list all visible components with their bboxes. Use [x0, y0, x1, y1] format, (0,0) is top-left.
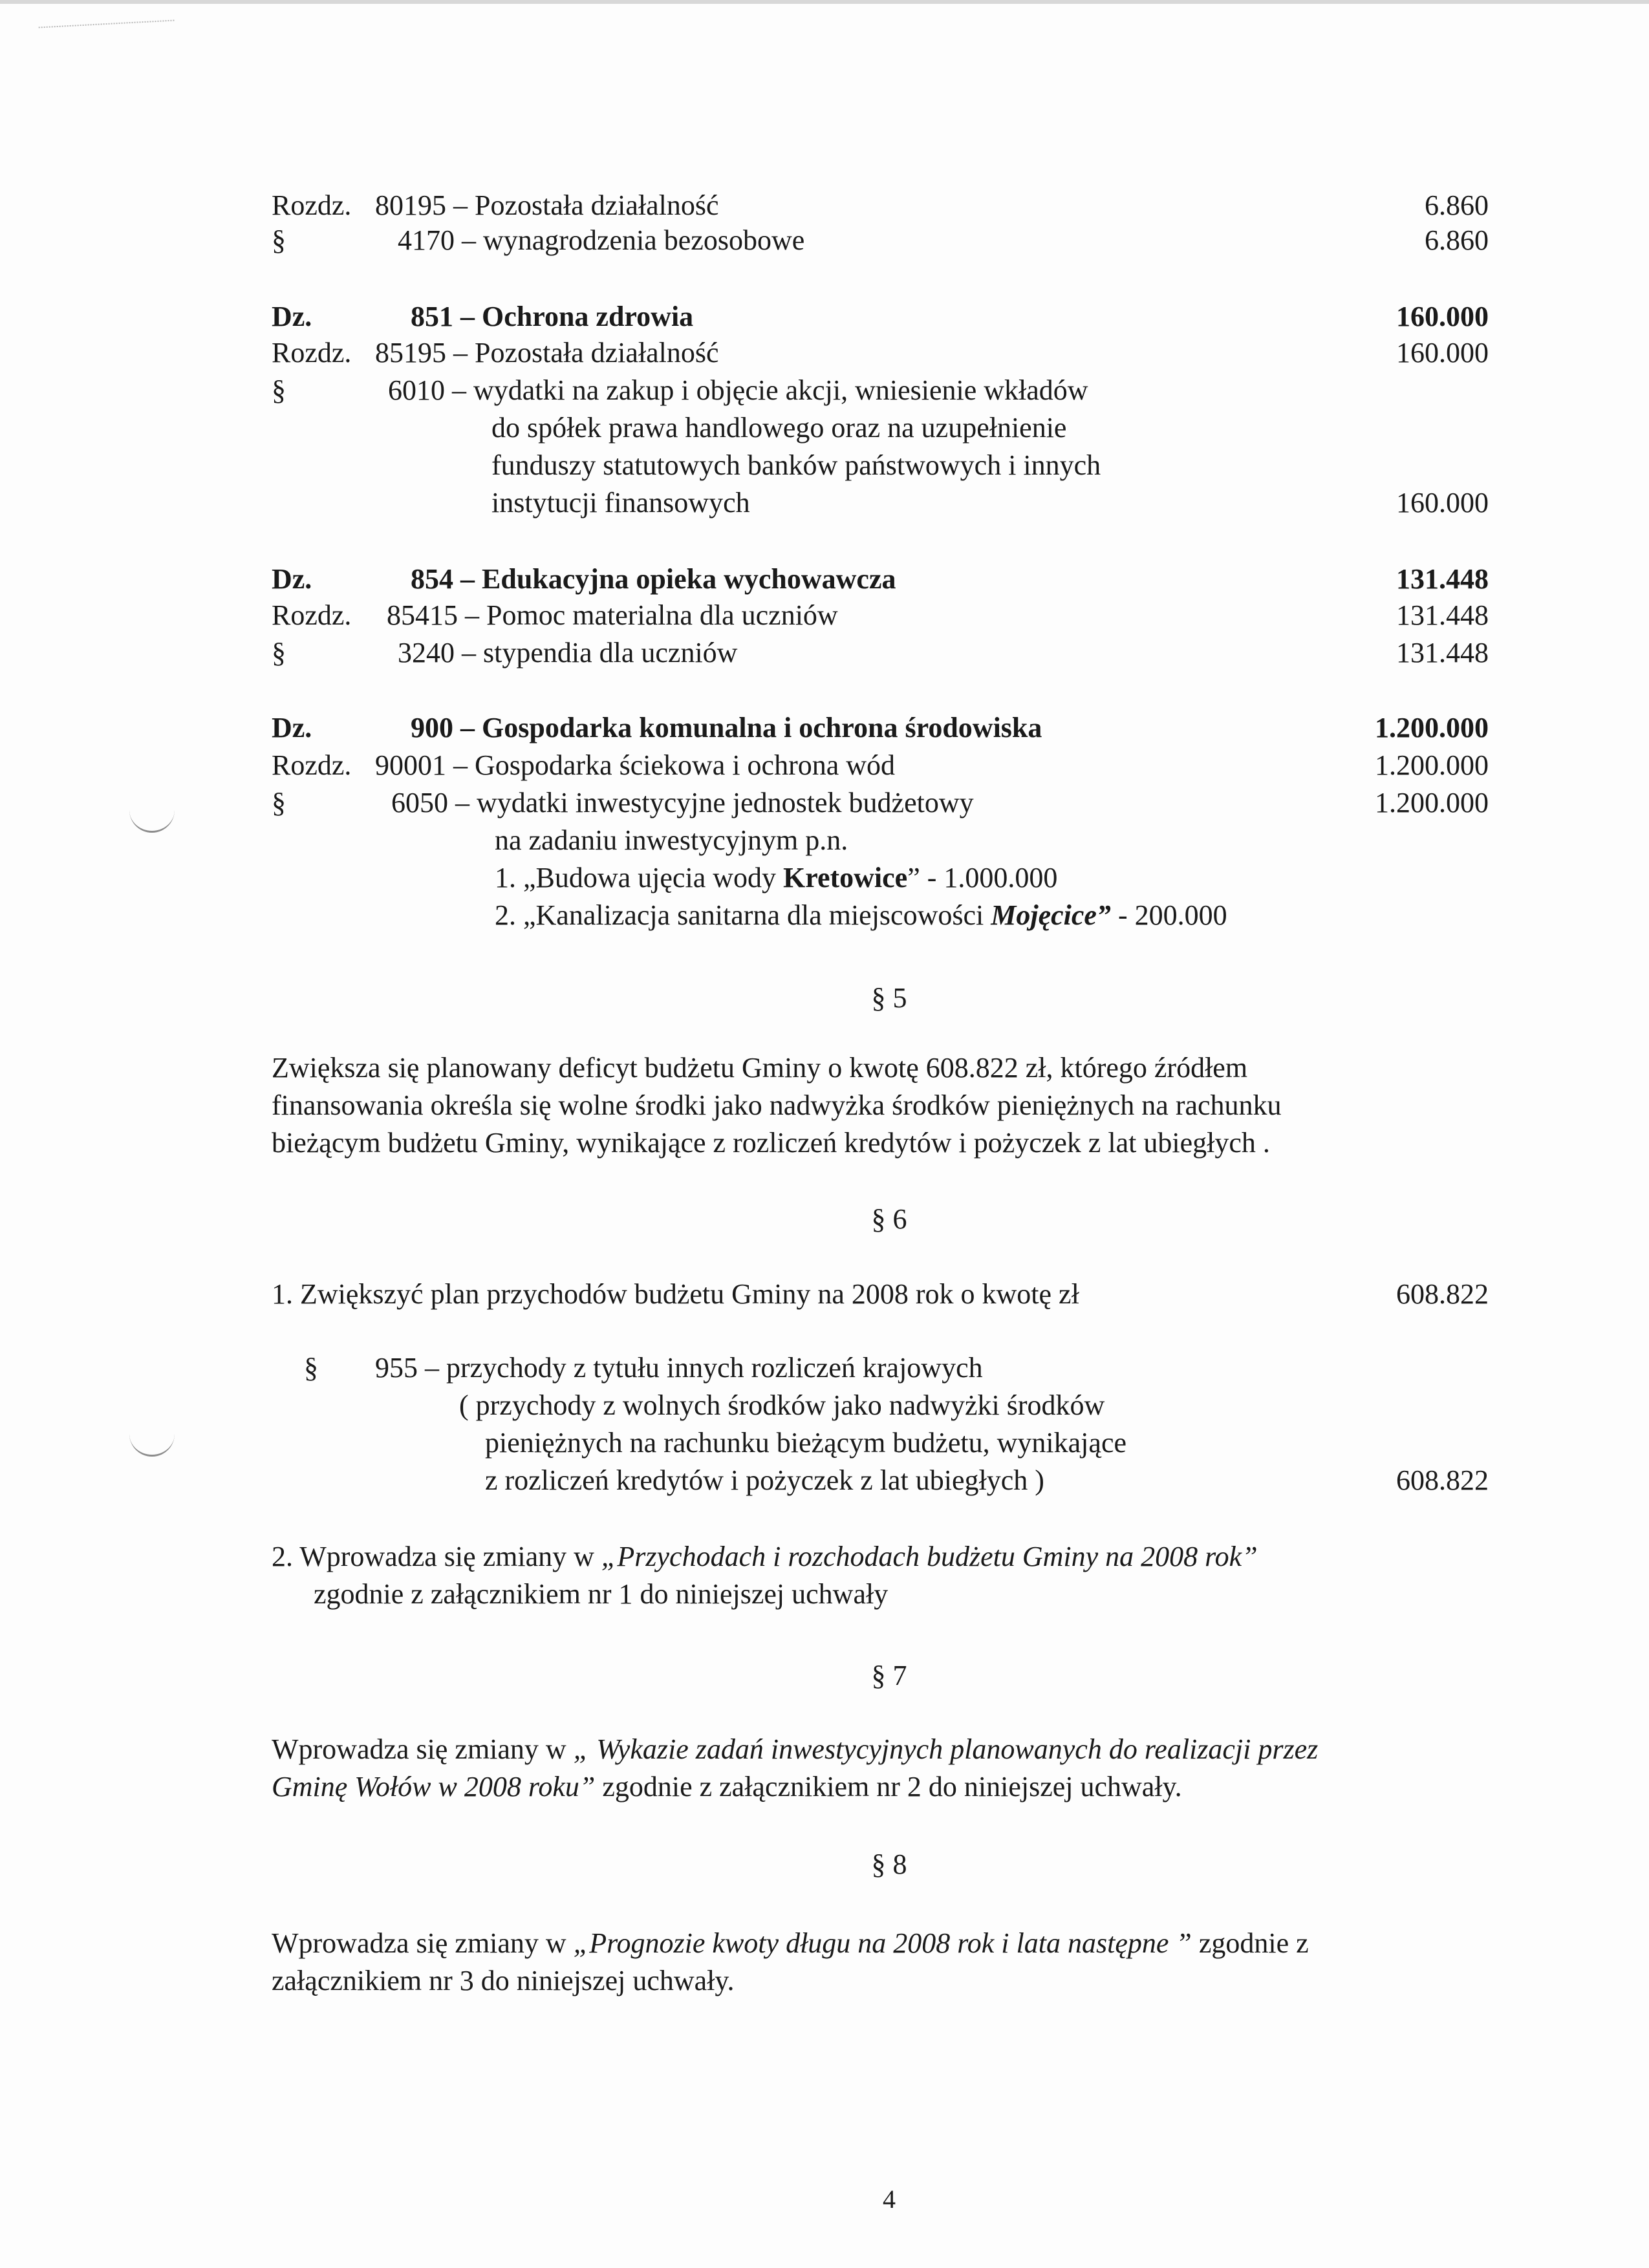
section-7-line1-title: „ Wykazie zadań inwestycyjnych planowanych do realizacji przez: [573, 1733, 1319, 1765]
investment-task-1-amount: ” - 1.000.000: [907, 862, 1058, 893]
paragraph-sign: §: [272, 374, 286, 406]
item-6050-amount: 1.200.000: [1375, 787, 1489, 818]
item-6010-amount: 160.000: [1396, 487, 1489, 519]
section-5-line3: bieżącym budżetu Gminy, wynikające z rozliczeń kredytów i pożyczek z lat ubiegłych .: [272, 1127, 1270, 1159]
punch-hole-mark: [129, 1429, 175, 1457]
section-8-line1-tail: zgodnie z: [1191, 1927, 1309, 1959]
section-6-item2-text: 2. Wprowadza się zmiany w: [272, 1541, 601, 1572]
section-5-heading: § 5: [871, 982, 907, 1014]
division-label: Dz.: [272, 563, 312, 595]
item-6010-line2: do spółek prawa handlowego oraz na uzupełnienie: [491, 412, 1067, 444]
chapter-80195-title: 80195 – Pozostała działalność: [375, 189, 719, 221]
page-number: 4: [883, 2185, 896, 2214]
chapter-85195-amount: 160.000: [1396, 337, 1489, 369]
section-6-item2: [272, 1540, 1258, 1574]
section-8-line2: załącznikiem nr 3 do niniejszej uchwały.: [272, 1965, 735, 1996]
division-900-amount: 1.200.000: [1375, 712, 1489, 744]
scan-top-edge: [0, 0, 1649, 4]
section-6-item2-title: „Przychodach i rozchodach budżetu Gminy na 2008 rok”: [601, 1541, 1258, 1572]
chapter-90001-amount: 1.200.000: [1375, 749, 1489, 781]
item-955-line1: 955 – przychody z tytułu innych rozliczeń krajowych: [375, 1352, 983, 1384]
scan-mark: [39, 20, 175, 39]
chapter-label: Rozdz.: [272, 337, 352, 369]
section-6-heading: § 6: [871, 1203, 907, 1235]
chapter-80195-amount: 6.860: [1425, 189, 1489, 221]
investment-task-2: [495, 899, 1227, 932]
section-8-line1-text: Wprowadza się zmiany w: [272, 1927, 574, 1959]
item-6050-line1: 6050 – wydatki inwestycyjne jednostek budżetowy: [391, 787, 974, 818]
item-3240-amount: 131.448: [1396, 637, 1489, 669]
investment-task-2-amount: - 200.000: [1110, 899, 1227, 931]
section-6-item2-line2: zgodnie z załącznikiem nr 1 do niniejszej uchwały: [314, 1578, 889, 1610]
paragraph-sign: §: [304, 1352, 318, 1384]
division-854-amount: 131.448: [1396, 563, 1489, 595]
item-6050-line2: na zadaniu inwestycyjnym p.n.: [495, 824, 848, 856]
item-955-line3: pieniężnych na rachunku bieżącym budżetu, wynikające: [485, 1427, 1126, 1459]
investment-task-1-place: Kretowice: [783, 862, 908, 893]
investment-task-1-text: 1. „Budowa ujęcia wody: [495, 862, 783, 893]
section-8-heading: § 8: [871, 1848, 907, 1880]
section-7-line1: [272, 1733, 1318, 1766]
division-900-title: 900 – Gospodarka komunalna i ochrona środowiska: [411, 712, 1042, 744]
item-4170-amount: 6.860: [1425, 224, 1489, 256]
division-851-amount: 160.000: [1396, 301, 1489, 332]
paragraph-sign: §: [272, 637, 286, 669]
paragraph-sign: §: [272, 224, 286, 256]
item-6010-line4: instytucji finansowych: [491, 487, 750, 519]
section-6-item1-amount: 608.822: [1396, 1278, 1489, 1310]
paragraph-sign: §: [272, 787, 286, 818]
item-955-amount: 608.822: [1396, 1464, 1489, 1496]
section-8-line1: [272, 1927, 1309, 1960]
investment-task-1: [495, 861, 1057, 895]
section-7-line2-text: zgodnie z załącznikiem nr 2 do niniejszej uchwały.: [595, 1771, 1182, 1803]
item-6010-line3: funduszy statutowych banków państwowych i innych: [491, 449, 1101, 481]
chapter-label: Rozdz.: [272, 189, 352, 221]
investment-task-2-text: 2. „Kanalizacja sanitarna dla miejscowości: [495, 899, 991, 931]
division-label: Dz.: [272, 712, 312, 744]
section-7-heading: § 7: [871, 1660, 907, 1691]
division-851-title: 851 – Ochrona zdrowia: [411, 301, 694, 332]
division-label: Dz.: [272, 301, 312, 332]
chapter-85415-title: 85415 – Pomoc materialna dla uczniów: [387, 599, 838, 631]
chapter-90001-title: 90001 – Gospodarka ściekowa i ochrona wód: [375, 749, 896, 781]
item-4170-title: 4170 – wynagrodzenia bezosobowe: [398, 224, 805, 256]
division-854-title: 854 – Edukacyjna opieka wychowawcza: [411, 563, 896, 595]
punch-hole-mark: [129, 805, 175, 833]
item-955-line2: ( przychody z wolnych środków jako nadwyżki środków: [459, 1389, 1105, 1421]
item-6010-line1: 6010 – wydatki na zakup i objęcie akcji, wniesienie wkładów: [388, 374, 1088, 406]
section-7-line2-title: Gminę Wołów w 2008 roku”: [272, 1771, 596, 1803]
section-5-line1: Zwiększa się planowany deficyt budżetu Gminy o kwotę 608.822 zł, którego źródłem: [272, 1052, 1248, 1084]
investment-task-2-place: Mojęcice”: [991, 899, 1111, 931]
chapter-label: Rozdz.: [272, 749, 352, 781]
section-7-line2: [272, 1770, 1182, 1804]
item-3240-title: 3240 – stypendia dla uczniów: [398, 637, 738, 669]
item-955-line4: z rozliczeń kredytów i pożyczek z lat ubiegłych ): [485, 1464, 1044, 1496]
section-5-line2: finansowania określa się wolne środki jako nadwyżka środków pieniężnych na rachunku: [272, 1089, 1282, 1121]
chapter-label: Rozdz.: [272, 599, 352, 631]
chapter-85415-amount: 131.448: [1396, 599, 1489, 631]
section-8-line1-title: „Prognozie kwoty długu na 2008 rok i lata następne ”: [573, 1927, 1192, 1959]
section-6-item1: 1. Zwiększyć plan przychodów budżetu Gminy na 2008 rok o kwotę zł: [272, 1278, 1079, 1310]
section-7-line1-text: Wprowadza się zmiany w: [272, 1733, 574, 1765]
chapter-85195-title: 85195 – Pozostała działalność: [375, 337, 719, 369]
